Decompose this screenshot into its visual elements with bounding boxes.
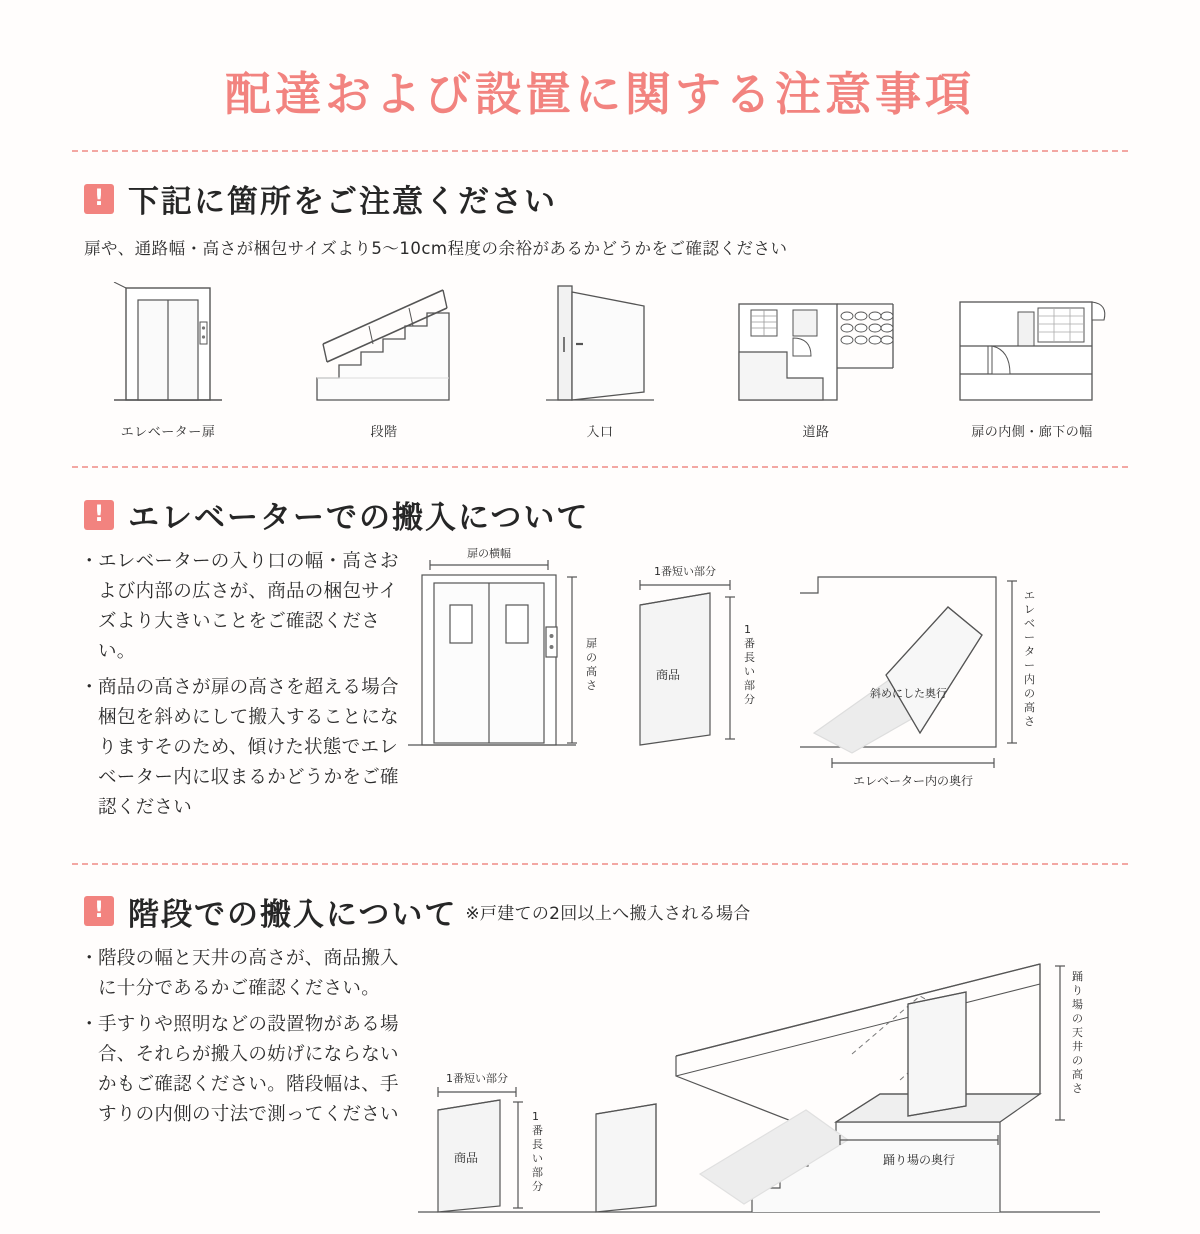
svg-text:分: 分 — [744, 693, 755, 706]
svg-text:井: 井 — [1072, 1039, 1083, 1053]
svg-text:長: 長 — [532, 1137, 543, 1151]
warning-badge-icon: ! — [84, 184, 114, 214]
list-item — [80, 944, 400, 1004]
section-1-header — [84, 176, 1200, 221]
svg-text:分: 分 — [532, 1179, 543, 1193]
check-point-icon-row — [0, 277, 1200, 440]
svg-text:い: い — [744, 665, 755, 678]
stairs-diagram — [400, 944, 1200, 1234]
list-item — [80, 1010, 400, 1130]
bullet-dot-icon: ・ — [80, 676, 99, 698]
bullet-dot-icon: ・ — [80, 947, 99, 969]
svg-text:斜めにした奥行: 斜めにした奥行 — [870, 687, 947, 700]
warning-badge-icon: ! — [84, 896, 114, 926]
icon-caption: 入口 — [586, 425, 614, 440]
stairs-icon — [299, 277, 469, 407]
section-2-title: エレベーターでの搬入について — [128, 500, 590, 536]
svg-text:踊り場の奥行: 踊り場の奥行 — [882, 1152, 956, 1167]
svg-text:高: 高 — [1072, 1067, 1083, 1081]
svg-text:扉の横幅: 扉の横幅 — [467, 547, 511, 560]
list-item — [80, 673, 400, 823]
svg-text:の: の — [1024, 687, 1035, 700]
section-2-body — [0, 547, 1200, 829]
icon-cell-stairs — [299, 277, 469, 440]
divider-1 — [72, 150, 1128, 152]
svg-text:さ: さ — [1024, 715, 1035, 728]
svg-text:い: い — [532, 1151, 543, 1165]
svg-text:高: 高 — [1024, 701, 1035, 714]
section-1-title: 下記に箇所をご注意ください — [128, 184, 557, 220]
svg-text:さ: さ — [1072, 1081, 1083, 1095]
svg-text:の: の — [1072, 1011, 1083, 1025]
bullet-text: 商品の高さが扉の高さを超える場合梱包を斜めにして搬入することになりますそのため、傾けた状態でエレベーター内に収まるかどうかをご確認ください — [98, 676, 399, 818]
svg-text:さ: さ — [586, 679, 597, 692]
svg-text:扉: 扉 — [586, 637, 597, 650]
room-inside-corridor-icon — [947, 277, 1117, 407]
bullet-text: 階段の幅と天井の高さが、商品搬入に十分であるかご確認ください。 — [98, 947, 399, 999]
icon-cell-road — [731, 277, 901, 440]
section-3-title: 階段での搬入について — [128, 896, 458, 933]
svg-text:1: 1 — [744, 623, 751, 636]
entrance-door-icon — [515, 277, 685, 407]
icon-caption: エレベーター扉 — [120, 425, 216, 440]
icon-cell-corridor — [947, 277, 1117, 440]
section-1-subtext: 扉や、通路幅・高さが梱包サイズより5〜10cm程度の余裕があるかどうかをご確認ください — [84, 239, 788, 258]
svg-text:タ: タ — [1024, 645, 1035, 658]
section-2-bullets — [0, 547, 400, 829]
svg-text:1番短い部分: 1番短い部分 — [654, 565, 716, 578]
bullet-dot-icon: ・ — [80, 551, 99, 572]
divider-3 — [72, 863, 1128, 865]
svg-text:エレベーター内の奥行: エレベーター内の奥行 — [852, 774, 974, 788]
section-3-note: ※戸建ての2回以上へ搬入される場合 — [465, 903, 751, 924]
svg-text:番: 番 — [744, 637, 755, 650]
svg-text:り: り — [1072, 983, 1083, 997]
bullet-text: 手すりや照明などの設置物がある場合、それらが搬入の妨げにならないかもご確認ください。階段幅は、手すりの内側の寸法で測ってください — [98, 1013, 399, 1125]
svg-text:の: の — [586, 651, 597, 664]
svg-text:1番短い部分: 1番短い部分 — [446, 1071, 508, 1085]
divider-2 — [72, 466, 1128, 468]
svg-text:部: 部 — [744, 679, 755, 692]
icon-caption: 段階 — [370, 425, 398, 440]
svg-text:商品: 商品 — [453, 1150, 479, 1165]
svg-text:内: 内 — [1024, 673, 1035, 686]
warning-badge-icon: ! — [84, 500, 114, 530]
svg-text:ー: ー — [1024, 659, 1035, 672]
svg-text:天: 天 — [1072, 1025, 1083, 1039]
svg-text:場: 場 — [1072, 997, 1083, 1011]
svg-text:番: 番 — [532, 1123, 543, 1137]
svg-text:長: 長 — [744, 651, 755, 664]
section-3-bullets — [0, 944, 400, 1234]
bullet-dot-icon: ・ — [80, 1013, 99, 1035]
svg-text:レ: レ — [1024, 603, 1035, 616]
section-3-header — [84, 889, 1200, 934]
icon-caption: 扉の内側・廊下の幅 — [971, 425, 1093, 440]
road-icon — [731, 277, 901, 407]
svg-text:踊: 踊 — [1072, 969, 1083, 983]
icon-cell-entrance — [515, 277, 685, 440]
list-item — [80, 547, 400, 667]
svg-text:1: 1 — [532, 1109, 539, 1123]
svg-text:ベ: ベ — [1024, 617, 1035, 630]
icon-cell-elevator — [83, 277, 253, 440]
svg-text:高: 高 — [586, 665, 597, 678]
page-title: 配達および設置に関する注意事項 — [225, 67, 975, 121]
section-2-header — [84, 492, 1200, 537]
elevator-door-icon — [83, 277, 253, 407]
icon-caption: 道路 — [802, 425, 830, 440]
bullet-text: エレベーターの入り口の幅・高さおよび内部の広さが、商品の梱包サイズより大きいことをご確認ください。 — [98, 551, 399, 662]
svg-text:商品: 商品 — [655, 668, 681, 682]
svg-text:の: の — [1072, 1053, 1083, 1067]
svg-text:ー: ー — [1024, 631, 1035, 644]
svg-text:部: 部 — [532, 1165, 543, 1179]
elevator-diagram — [400, 547, 1200, 829]
svg-text:エ: エ — [1024, 589, 1035, 602]
section-3-body — [0, 944, 1200, 1234]
